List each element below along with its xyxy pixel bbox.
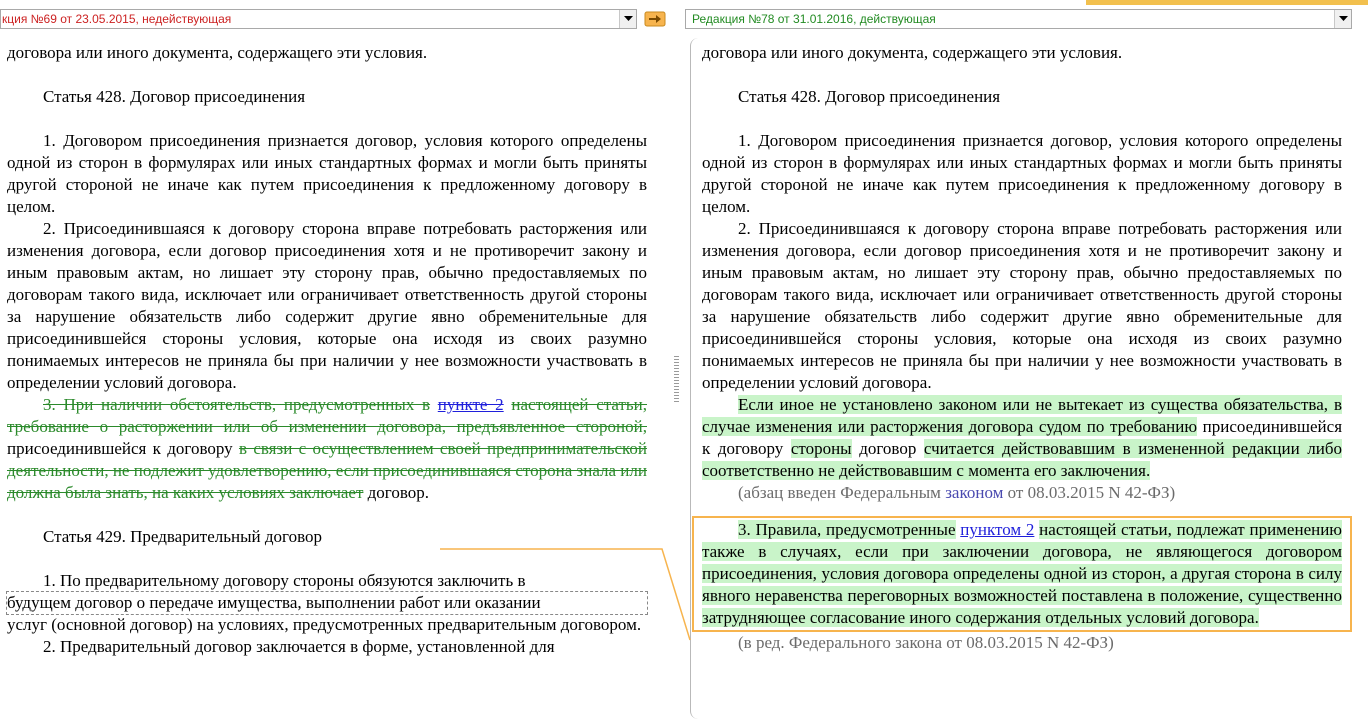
- chevron-down-icon[interactable]: [619, 10, 636, 28]
- deleted-text: в связи с осуществлением своей предпринимательской деятельности, не подлежит удовлетворению, если присоединившаяся сторона знала или должна была знать, на каких условиях заключает: [7, 439, 648, 502]
- amendment-note: (в ред. Федерального закона от 08.03.2015 N 42-ФЗ): [738, 633, 1114, 652]
- article-link[interactable]: пунктом 2: [960, 520, 1035, 539]
- toolbar: [0, 0, 1368, 38]
- deleted-text: настоящей статьи, требование о расторжении или об изменении договора, предъявленное стороной,: [7, 395, 648, 436]
- inserted-text: считается действовавшим в измененной редакции либо соответственно не действовавшим с момента его заключения.: [702, 439, 1343, 480]
- selected-line[interactable]: будущем договор о передаче имущества, выполнении работ или оказании: [7, 592, 647, 614]
- inserted-text: Если иное не установлено законом или не вытекает из существа обязательства, в случае изменения или расторжения договора судом по требованию: [702, 395, 1342, 436]
- paragraph-3-changed: [702, 519, 1342, 629]
- article-428-heading: Статья 428. Договор присоединения: [43, 87, 306, 106]
- kept-text: договор: [859, 439, 917, 458]
- paragraph-429-2: 2. Предварительный договор заключается в форме, установленной для: [43, 637, 555, 656]
- inserted-paragraph: [702, 394, 1342, 482]
- paragraph-429-1-rest: услуг (основной договор) на условиях, предусмотренных предварительным договором.: [7, 615, 642, 634]
- pane-splitter[interactable]: [671, 38, 683, 719]
- paragraph-2: 2. Присоединившаяся к договору сторона вправе потребовать расторжения или изменения договора, если договор присоединения хотя и не противоречит закону и иным правовым актам, но лишает эту сторону прав, обычно предоставляемых по договорам такого вида, исключает или ограничивает ответственность другой стороны за нарушение обязательств либо содержит другие явно обременительные для присоединившейся стороны условия, которые она исходя из своих разумно понимаемых интересов не приняла бы при наличии у нее возможности участвовать в определении условий договора.: [702, 219, 1342, 392]
- inserted-text: настоящей статьи, подлежат применению также в случаях, если при заключении договора, не являющегося договором присоединения, условия договора определены одной из сторон, а другая сторона в силу явного неравенства переговорных возможностей поставлена в положение, существенно затрудняющее согласование иного содержания отдельных условий договора.: [702, 520, 1343, 627]
- paragraph-1: 1. Договором присоединения признается договор, условия которого определены одной из сторон в формулярах или иных стандартных формах и могли быть приняты другой стороной не иначе как путем присоединения к предложенному договору в целом.: [7, 131, 647, 216]
- note-text: от 08.03.2015 N 42-ФЗ): [1007, 483, 1176, 502]
- right-edition-select[interactable]: [685, 9, 1352, 29]
- paragraph-2: 2. Присоединившаяся к договору сторона вправе потребовать расторжения или изменения договора, если договор присоединения хотя и не противоречит закону и иным правовым актам, но лишает эту сторону прав, обычно предоставляемых по договорам такого вида, исключает или ограничивает ответственность другой стороны за нарушение обязательств либо содержит другие явно обременительные для присоединившейся стороны условия, которые она исходя из своих разумно понимаемых интересов не приняла бы при наличии у нее возможности участвовать в определении условий договора.: [7, 219, 647, 392]
- old-document-text: [0, 42, 647, 658]
- splitter-grip-icon[interactable]: [674, 356, 679, 404]
- arrow-right-icon: [644, 11, 666, 27]
- paragraph: договора или иного документа, содержащего эти условия.: [702, 43, 1123, 62]
- focused-change-box: [692, 516, 1352, 632]
- kept-text: присоединившейся к договору: [7, 439, 233, 458]
- kept-text: присоединившейся к договору: [702, 417, 1343, 458]
- left-edition-select[interactable]: [0, 9, 637, 29]
- article-428-heading: Статья 428. Договор присоединения: [738, 87, 1001, 106]
- kept-text: договор.: [367, 483, 430, 502]
- deleted-link[interactable]: пункте 2: [437, 395, 504, 414]
- left-edition-value: кция №69 от 23.05.2015, недействующая: [2, 12, 232, 26]
- paragraph: договора или иного документа, содержащего эти условия.: [7, 43, 428, 62]
- paragraph-1: 1. Договором присоединения признается договор, условия которого определены одной из сторон в формулярах или иных стандартных формах и могли быть приняты другой стороной не иначе как путем присоединения к предложенному договору в целом.: [702, 131, 1342, 216]
- new-document-text: [690, 42, 1342, 654]
- new-edition-pane[interactable]: [690, 38, 1368, 719]
- deleted-text: 3. При наличии обстоятельств, предусмотренных в: [43, 395, 431, 414]
- paragraph-429-1-line: 1. По предварительному договору стороны обязуются заключить в: [43, 571, 526, 590]
- paragraph-3-changed: [7, 394, 647, 504]
- right-edition-value: Редакция №78 от 31.01.2016, действующая: [692, 12, 936, 26]
- note-text: (абзац введен Федеральным: [738, 483, 941, 502]
- sync-versions-button[interactable]: [643, 9, 667, 29]
- law-link[interactable]: законом: [945, 483, 1004, 502]
- inserted-text: стороны: [790, 439, 852, 458]
- pane-border: [690, 38, 700, 719]
- old-edition-pane[interactable]: [0, 38, 658, 719]
- amendment-note: [702, 482, 1342, 504]
- inserted-text: 3. Правила, предусмотренные: [738, 520, 956, 539]
- window-accent: [1086, 0, 1368, 5]
- article-429-heading: Статья 429. Предварительный договор: [43, 527, 322, 546]
- pane-border: [656, 38, 658, 719]
- chevron-down-icon[interactable]: [1334, 10, 1351, 28]
